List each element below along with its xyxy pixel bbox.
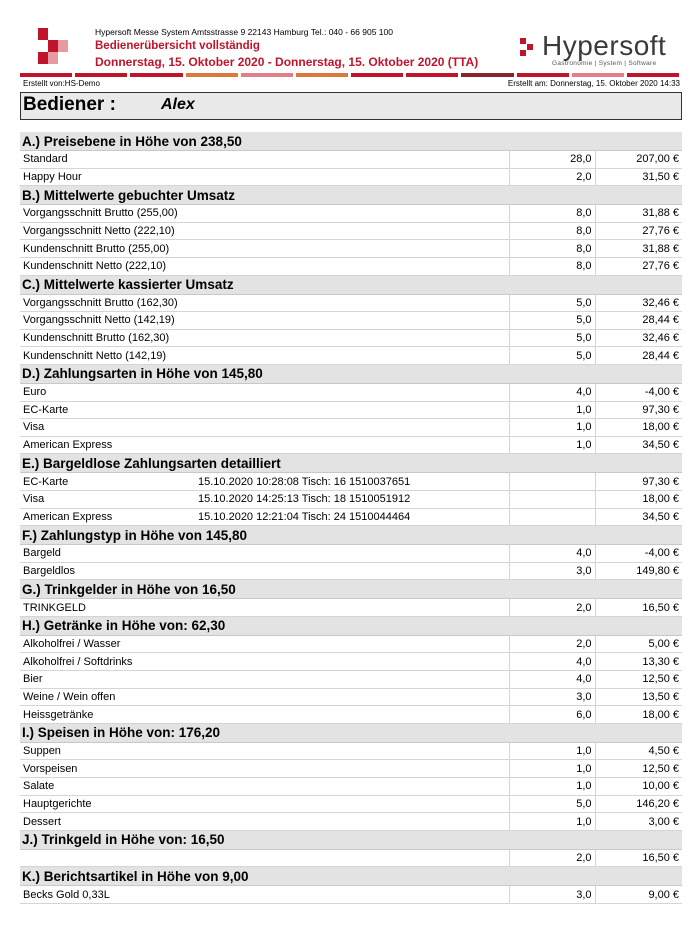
section-header <box>20 364 682 383</box>
row-quantity: 5,0 <box>509 294 595 312</box>
row-label: EC-Karte <box>20 473 195 491</box>
section-header <box>20 616 682 635</box>
row-label: Weine / Wein offen <box>20 688 509 706</box>
table-row <box>20 257 682 275</box>
row-quantity: 4,0 <box>509 545 595 563</box>
row-label: American Express <box>20 436 509 454</box>
row-label: Bargeld <box>20 545 509 563</box>
hypersoft-logo-mark-icon <box>38 28 68 64</box>
row-quantity: 5,0 <box>509 312 595 330</box>
table-row <box>20 653 682 671</box>
row-label: Alkoholfrei / Softdrinks <box>20 653 509 671</box>
created-at: Erstellt am: Donnerstag, 15. Oktober 2020 14:33 <box>507 79 680 88</box>
report-table <box>20 132 682 904</box>
table-row <box>20 813 682 831</box>
row-quantity: 2,0 <box>509 599 595 617</box>
row-label: Euro <box>20 383 509 401</box>
row-amount: -4,00 € <box>595 545 682 563</box>
row-amount: 9,00 € <box>595 886 682 904</box>
row-quantity: 1,0 <box>509 760 595 778</box>
section-title: C.) Mittelwerte kassierter Umsatz <box>20 275 682 294</box>
row-amount: 32,46 € <box>595 294 682 312</box>
table-row <box>20 490 682 508</box>
report-title: Bedienerübersicht vollständig <box>95 40 260 52</box>
row-amount: 13,50 € <box>595 688 682 706</box>
table-row <box>20 706 682 724</box>
row-amount: -4,00 € <box>595 383 682 401</box>
row-amount: 10,00 € <box>595 778 682 796</box>
report-header <box>20 22 682 72</box>
row-quantity <box>509 508 595 526</box>
section-header <box>20 580 682 599</box>
row-label: Happy Hour <box>20 168 509 186</box>
row-quantity: 1,0 <box>509 778 595 796</box>
section-title: J.) Trinkgeld in Höhe von: 16,50 <box>20 830 682 849</box>
row-amount: 97,30 € <box>595 473 682 491</box>
row-label: Vorgangsschnitt Brutto (255,00) <box>20 205 509 223</box>
row-quantity: 3,0 <box>509 886 595 904</box>
section-header <box>20 723 682 742</box>
table-row <box>20 419 682 437</box>
row-label: Hauptgerichte <box>20 795 509 813</box>
row-amount: 146,20 € <box>595 795 682 813</box>
row-label: American Express <box>20 508 195 526</box>
row-label: Alkoholfrei / Wasser <box>20 635 509 653</box>
table-row <box>20 849 682 867</box>
row-amount: 31,50 € <box>595 168 682 186</box>
row-quantity: 1,0 <box>509 419 595 437</box>
section-title: I.) Speisen in Höhe von: 176,20 <box>20 723 682 742</box>
row-amount: 4,50 € <box>595 742 682 760</box>
table-row <box>20 294 682 312</box>
row-quantity: 8,0 <box>509 205 595 223</box>
row-quantity: 8,0 <box>509 222 595 240</box>
created-by: Erstellt von:HS-Demo <box>23 79 100 88</box>
row-label: Becks Gold 0,33L <box>20 886 509 904</box>
row-detail: 15.10.2020 10:28:08 Tisch: 16 1510037651 <box>195 473 509 491</box>
row-label: Standard <box>20 151 509 169</box>
brand-logo <box>512 30 682 70</box>
operator-label: Bediener : <box>23 94 116 115</box>
table-row <box>20 401 682 419</box>
table-row <box>20 599 682 617</box>
row-label: Dessert <box>20 813 509 831</box>
row-label: Visa <box>20 490 195 508</box>
row-amount: 28,44 € <box>595 347 682 365</box>
row-amount: 149,80 € <box>595 562 682 580</box>
section-title: K.) Berichtsartikel in Höhe von 9,00 <box>20 867 682 886</box>
row-amount: 34,50 € <box>595 436 682 454</box>
table-row <box>20 240 682 258</box>
table-row <box>20 562 682 580</box>
row-label: Kundenschnitt Netto (222,10) <box>20 257 509 275</box>
row-quantity: 3,0 <box>509 562 595 580</box>
table-row <box>20 383 682 401</box>
row-label: Heissgetränke <box>20 706 509 724</box>
row-amount: 18,00 € <box>595 490 682 508</box>
table-row <box>20 795 682 813</box>
brand-name: Hypersoft <box>542 30 667 61</box>
row-label: Visa <box>20 419 509 437</box>
row-quantity: 1,0 <box>509 401 595 419</box>
row-quantity: 5,0 <box>509 347 595 365</box>
header-color-bar <box>20 73 682 77</box>
row-label: Vorspeisen <box>20 760 509 778</box>
brand-tagline: Gastronomie | System | Software <box>552 60 657 67</box>
table-row <box>20 635 682 653</box>
row-detail: 15.10.2020 12:21:04 Tisch: 24 1510044464 <box>195 508 509 526</box>
row-quantity: 2,0 <box>509 168 595 186</box>
row-amount: 16,50 € <box>595 599 682 617</box>
table-row <box>20 886 682 904</box>
row-quantity: 8,0 <box>509 257 595 275</box>
section-title: H.) Getränke in Höhe von: 62,30 <box>20 616 682 635</box>
row-quantity: 5,0 <box>509 329 595 347</box>
section-header <box>20 526 682 545</box>
row-amount: 3,00 € <box>595 813 682 831</box>
section-header <box>20 186 682 205</box>
report-date-range: Donnerstag, 15. Oktober 2020 - Donnerstag, 15. Oktober 2020 (TTA) <box>95 55 479 69</box>
row-amount: 28,44 € <box>595 312 682 330</box>
section-title: A.) Preisebene in Höhe von 238,50 <box>20 132 682 151</box>
section-title: G.) Trinkgelder in Höhe von 16,50 <box>20 580 682 599</box>
row-quantity: 2,0 <box>509 849 595 867</box>
row-label: Vorgangsschnitt Brutto (162,30) <box>20 294 509 312</box>
row-label: Kundenschnitt Brutto (255,00) <box>20 240 509 258</box>
row-amount: 31,88 € <box>595 240 682 258</box>
section-header <box>20 132 682 151</box>
table-row <box>20 508 682 526</box>
row-label: TRINKGELD <box>20 599 509 617</box>
table-row <box>20 347 682 365</box>
section-header <box>20 867 682 886</box>
brand-mark-icon <box>520 38 538 56</box>
table-row <box>20 312 682 330</box>
row-amount: 34,50 € <box>595 508 682 526</box>
row-quantity: 4,0 <box>509 671 595 689</box>
row-amount: 32,46 € <box>595 329 682 347</box>
row-label: Kundenschnitt Brutto (162,30) <box>20 329 509 347</box>
row-quantity: 5,0 <box>509 795 595 813</box>
row-quantity: 1,0 <box>509 742 595 760</box>
table-row <box>20 168 682 186</box>
row-amount: 13,30 € <box>595 653 682 671</box>
table-row <box>20 760 682 778</box>
row-amount: 27,76 € <box>595 257 682 275</box>
row-label: Vorgangsschnitt Netto (222,10) <box>20 222 509 240</box>
table-row <box>20 473 682 491</box>
row-amount: 207,00 € <box>595 151 682 169</box>
table-row <box>20 688 682 706</box>
row-quantity: 2,0 <box>509 635 595 653</box>
row-amount: 18,00 € <box>595 419 682 437</box>
row-amount: 12,50 € <box>595 760 682 778</box>
operator-box <box>20 92 682 120</box>
row-quantity: 1,0 <box>509 813 595 831</box>
report-meta <box>20 79 682 90</box>
table-row <box>20 205 682 223</box>
row-quantity: 4,0 <box>509 653 595 671</box>
section-header <box>20 454 682 473</box>
row-amount: 31,88 € <box>595 205 682 223</box>
section-title: F.) Zahlungstyp in Höhe von 145,80 <box>20 526 682 545</box>
row-quantity: 28,0 <box>509 151 595 169</box>
row-quantity <box>509 473 595 491</box>
row-quantity: 6,0 <box>509 706 595 724</box>
table-row <box>20 778 682 796</box>
row-label: Bargeldlos <box>20 562 509 580</box>
row-detail: 15.10.2020 14:25:13 Tisch: 18 1510051912 <box>195 490 509 508</box>
operator-name: Alex <box>161 96 195 113</box>
row-label: Bier <box>20 671 509 689</box>
row-amount: 97,30 € <box>595 401 682 419</box>
row-quantity <box>509 490 595 508</box>
table-row <box>20 151 682 169</box>
report-body <box>20 132 682 904</box>
table-row <box>20 436 682 454</box>
table-row <box>20 222 682 240</box>
row-amount: 16,50 € <box>595 849 682 867</box>
row-quantity: 1,0 <box>509 436 595 454</box>
row-label: EC-Karte <box>20 401 509 419</box>
row-label: Vorgangsschnitt Netto (142,19) <box>20 312 509 330</box>
company-address: Hypersoft Messe System Amtsstrasse 9 22143 Hamburg Tel.: 040 - 66 905 100 <box>95 27 393 37</box>
row-quantity: 8,0 <box>509 240 595 258</box>
section-title: B.) Mittelwerte gebuchter Umsatz <box>20 186 682 205</box>
row-label <box>20 849 509 867</box>
section-title: D.) Zahlungsarten in Höhe von 145,80 <box>20 364 682 383</box>
section-header <box>20 275 682 294</box>
row-label: Kundenschnitt Netto (142,19) <box>20 347 509 365</box>
row-label: Salate <box>20 778 509 796</box>
section-header <box>20 830 682 849</box>
row-amount: 18,00 € <box>595 706 682 724</box>
row-quantity: 3,0 <box>509 688 595 706</box>
table-row <box>20 742 682 760</box>
table-row <box>20 329 682 347</box>
table-row <box>20 545 682 563</box>
row-quantity: 4,0 <box>509 383 595 401</box>
row-amount: 12,50 € <box>595 671 682 689</box>
section-title: E.) Bargeldlose Zahlungsarten detailliert <box>20 454 682 473</box>
row-amount: 27,76 € <box>595 222 682 240</box>
table-row <box>20 671 682 689</box>
row-amount: 5,00 € <box>595 635 682 653</box>
row-label: Suppen <box>20 742 509 760</box>
